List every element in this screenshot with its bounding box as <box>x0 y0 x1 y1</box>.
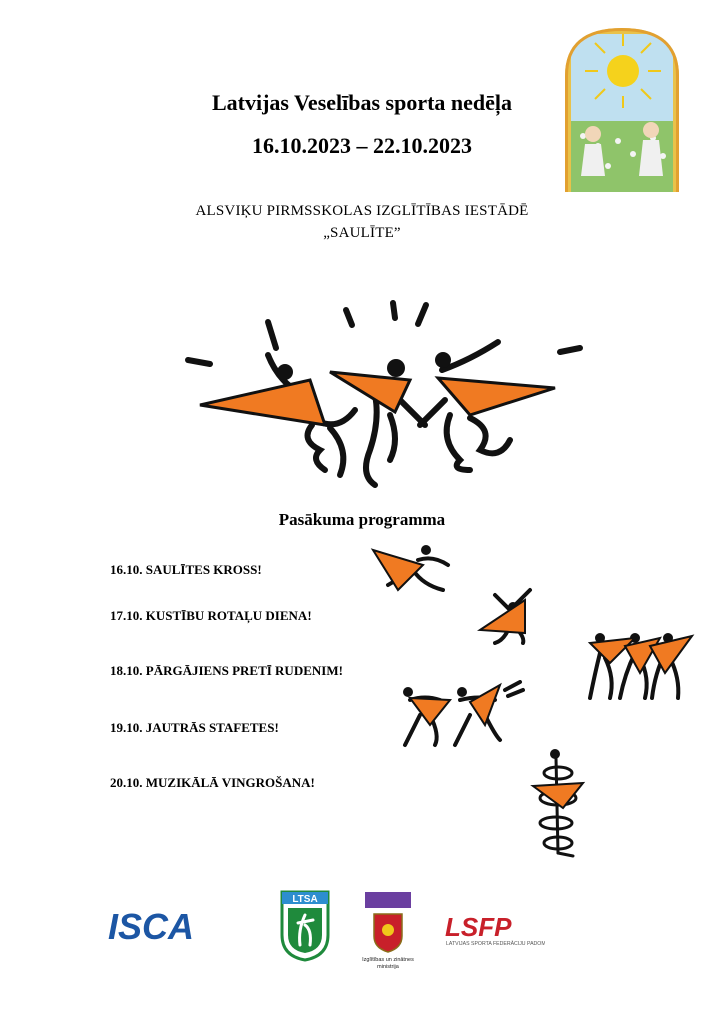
svg-text:Izglītības un zinātnes: Izglītības un zinātnes <box>362 957 414 963</box>
lsfp-logo <box>445 912 545 948</box>
program-heading: Pasākuma programma <box>278 510 446 529</box>
institution-subtitle: „SAULĪTE” <box>323 225 401 241</box>
svg-text:ISCA: ISCA <box>108 908 195 944</box>
hoop-gymnast-icon <box>528 748 593 860</box>
svg-text:ministrija: ministrija <box>377 964 399 970</box>
isca-logo <box>108 908 218 944</box>
jumping-figure-icon <box>475 585 545 645</box>
hiking-figures-icon <box>580 628 695 703</box>
svg-text:LSFP: LSFP <box>445 912 512 942</box>
date-range: 16.10.2023 – 22.10.2023 <box>252 133 472 158</box>
program-item: 17.10. KUSTĪBU ROTAĻU DIENA! <box>110 608 312 623</box>
running-figure-icon <box>368 540 458 600</box>
svg-text:LATVIJAS SPORTA FEDERĀCIJU PAD: LATVIJAS SPORTA FEDERĀCIJU PADOME <box>446 941 545 947</box>
program-item: 16.10. SAULĪTES KROSS! <box>110 562 262 577</box>
program-item: 18.10. PĀRGĀJIENS PRETĪ RUDENIM! <box>110 663 343 678</box>
page-title: Latvijas Veselības sporta nedēļa <box>211 90 513 115</box>
ministry-logo <box>360 892 420 972</box>
institution-name: ALSVIĶU PIRMSSKOLAS IZGLĪTĪBAS IESTĀDĒ <box>195 203 529 219</box>
ltsa-logo <box>280 890 330 962</box>
program-item: 20.10. MUZIKĀLĀ VINGROŠANA! <box>110 775 315 790</box>
relay-runners-icon <box>400 680 525 750</box>
svg-text:LTSA: LTSA <box>292 894 318 905</box>
health-sport-week-logo <box>180 300 590 490</box>
program-item: 19.10. JAUTRĀS STAFETES! <box>110 720 279 735</box>
